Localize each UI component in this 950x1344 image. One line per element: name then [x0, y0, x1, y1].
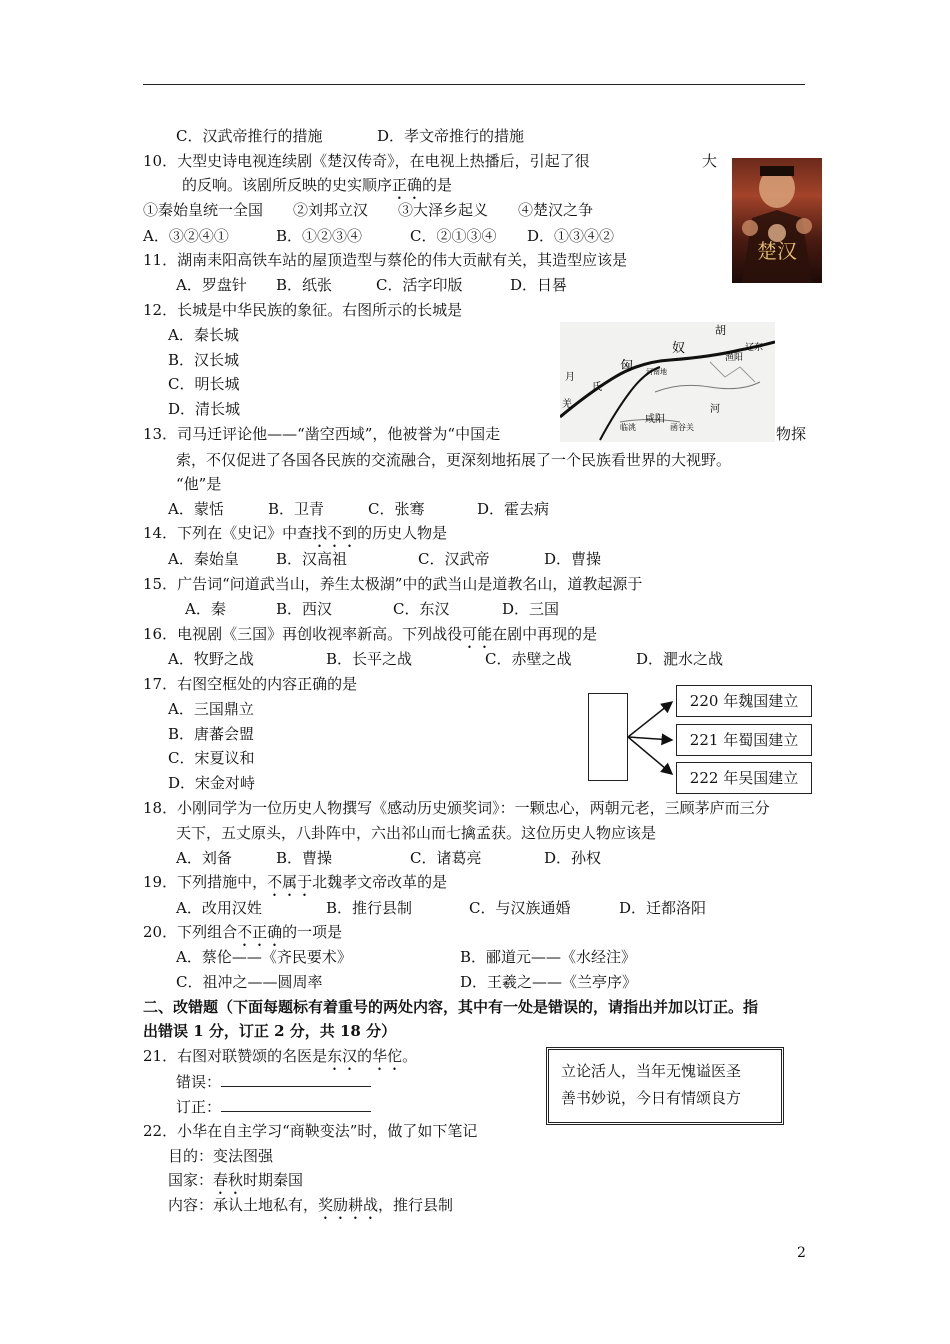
- q18-stem-line1: 18．小刚同学为一位历史人物撰写《感动历史颁奖词》：一颗忠心，两朝元老，三顾茅庐而三分: [143, 799, 770, 817]
- q16-option-c: C．赤壁之战: [485, 650, 572, 668]
- header-rule: [143, 84, 805, 85]
- q21-error-row: 错误：: [176, 1072, 371, 1092]
- svg-text:月: 月: [565, 372, 575, 383]
- section2-heading-line2: 出错误 1 分，订正 2 分，共 18 分）: [143, 1022, 397, 1040]
- svg-text:羌: 羌: [562, 399, 572, 410]
- q19-option-b: B．推行县制: [326, 899, 413, 917]
- q16-emphasis: 可能: [462, 625, 493, 643]
- svg-text:咸阳: 咸阳: [645, 414, 665, 425]
- q10-option-a: A．③②④①: [143, 227, 229, 245]
- svg-text:胡: 胡: [715, 324, 726, 337]
- q10-option-b: B．①②③④: [276, 227, 363, 245]
- svg-text:楚汉: 楚汉: [757, 239, 797, 263]
- q11-option-c: C．活字印版: [376, 276, 463, 294]
- q12-option-a: A．秦长城: [168, 326, 239, 344]
- q21-error-blank[interactable]: [221, 1072, 371, 1087]
- q19-stem: 19．下列措施中，不属于北魏孝文帝改革的是: [143, 873, 448, 891]
- couplet-line-1: 立论活人，当年无愧谥医圣: [561, 1062, 742, 1080]
- q14-option-a: A．秦始皇: [168, 550, 239, 568]
- svg-text:河南地: 河南地: [646, 368, 667, 376]
- svg-text:奴: 奴: [672, 341, 686, 356]
- q14-option-b: B．汉高祖: [276, 550, 348, 568]
- q20-option-b: B．郦道元——《水经注》: [460, 948, 637, 966]
- q15-option-b: B．西汉: [276, 600, 333, 618]
- q21-emphasis-1: 东汉: [327, 1047, 358, 1065]
- q22-emphasis-1: 春秋: [213, 1171, 244, 1189]
- q16-option-d: D．淝水之战: [636, 650, 724, 668]
- q16-option-a: A．牧野之战: [168, 650, 254, 668]
- q18-option-a: A．刘备: [176, 849, 232, 867]
- q17-box-wei: 220 年魏国建立: [676, 685, 812, 717]
- q14-option-c: C．汉武帝: [418, 550, 490, 568]
- q15-option-a: A．秦: [185, 600, 226, 618]
- q19-option-c: C．与汉族通婚: [469, 899, 571, 917]
- q18-option-d: D．孙权: [544, 849, 602, 867]
- q20-option-c: C．祖冲之——圆周率: [176, 973, 323, 991]
- q18-option-c: C．诸葛亮: [410, 849, 482, 867]
- q21-fix-row: 订正：: [176, 1097, 371, 1117]
- q13-option-d: D．霍去病: [477, 500, 550, 518]
- q15-stem: 15．广告词“问道武当山，养生太极湖”中的武当山是道教名山，道教起源于: [143, 575, 643, 593]
- q17-box-wu: 222 年吴国建立: [676, 762, 812, 794]
- q17-option-b: B．唐蕃会盟: [168, 725, 255, 743]
- q22-content: 内容：承认土地私有，奖励耕战，推行县制: [168, 1196, 454, 1214]
- q19-emphasis: 不属于: [267, 873, 313, 891]
- q10-items: ①秦始皇统一全国 ②刘邦立汉 ③大泽乡起义 ④楚汉之争: [143, 201, 594, 219]
- q18-option-b: B．曹操: [276, 849, 333, 867]
- q17-option-c: C．宋夏议和: [168, 749, 255, 767]
- svg-text:临洮: 临洮: [620, 423, 636, 432]
- svg-text:氏: 氏: [592, 382, 602, 393]
- q11-option-a: A．罗盘针: [176, 276, 247, 294]
- q13-stem-line1: 13．司马迁评论他——“凿空西域”，他被誉为“中国走: [143, 425, 501, 443]
- q22-stem: 22．小华在自主学习“商鞅变法”时，做了如下笔记: [143, 1122, 478, 1140]
- q20-emphasis: 不正确: [237, 923, 283, 941]
- great-wall-map: [560, 322, 775, 442]
- svg-text:函谷关: 函谷关: [670, 423, 694, 432]
- q13-option-a: A．蒙恬: [168, 500, 224, 518]
- q17-empty-box: [588, 693, 628, 781]
- tv-drama-poster-image: [732, 158, 822, 283]
- q22-emphasis-2: 奖励耕战: [318, 1196, 379, 1214]
- q12-option-c: C．明长城: [168, 375, 240, 393]
- q22-country: 国家：春秋时期秦国: [168, 1171, 304, 1189]
- q11-option-d: D．日晷: [510, 276, 568, 294]
- q21-couplet-box: [546, 1047, 784, 1125]
- q17-arrows: [626, 690, 678, 785]
- q17-box-shu: 221 年蜀国建立: [676, 724, 812, 756]
- q20-option-a: A．蔡伦——《齐民要术》: [176, 948, 352, 966]
- q15-option-d: D．三国: [502, 600, 560, 618]
- q13-option-c: C．张骞: [368, 500, 425, 518]
- q21-emphasis-2: 华佗: [372, 1047, 403, 1065]
- q16-option-b: B．长平之战: [326, 650, 413, 668]
- svg-text:匈: 匈: [620, 359, 634, 374]
- q19-option-a: A．改用汉姓: [176, 899, 262, 917]
- q10-stem-line1: 10．大型史诗电视连续剧《楚汉传奇》，在电视上热播后，引起了很: [143, 152, 590, 170]
- q17-stem: 17．右图空框处的内容正确的是: [143, 675, 358, 693]
- section2-heading-line1: 二、改错题（下面每题标有着重号的两处内容，其中有一处是错误的，请指出并加以订正。指: [143, 998, 759, 1016]
- q22-goal: 目的：变法图强: [168, 1147, 274, 1165]
- q15-option-c: C．东汉: [393, 600, 450, 618]
- q20-option-d: D．王羲之——《兰亭序》: [460, 973, 638, 991]
- page-number: 2: [797, 1245, 806, 1261]
- q14-emphasis: 找不到: [312, 524, 358, 542]
- q19-option-d: D．迁都洛阳: [619, 899, 707, 917]
- q12-option-b: B．汉长城: [168, 351, 240, 369]
- q14-option-d: D．曹操: [544, 550, 602, 568]
- couplet-line-2: 善书妙说，今日有情颂良方: [561, 1089, 742, 1107]
- q10-option-c: C．②①③④: [410, 227, 497, 245]
- q10-stem-line2: 的反响。该剧所反映的史实顺序正确的是: [182, 176, 453, 194]
- q9-option-d: D．孝文帝推行的措施: [377, 127, 525, 145]
- q9-option-c: C．汉武帝推行的措施: [176, 127, 323, 145]
- q10-option-d: D．①③④②: [527, 227, 615, 245]
- svg-text:渔阳: 渔阳: [725, 353, 744, 363]
- svg-text:辽东: 辽东: [745, 343, 764, 353]
- q14-stem: 14．下列在《史记》中查找不到的历史人物是: [143, 524, 448, 542]
- q10-emphasis: 正确: [392, 176, 423, 194]
- q13-stem-line2: 索，不仅促进了各国各民族的交流融合，更深刻地拓展了一个民族看世界的大视野。: [176, 451, 732, 469]
- q12-stem: 12．长城是中华民族的象征。右图所示的长城是: [143, 301, 463, 319]
- q17-option-d: D．宋金对峙: [168, 774, 256, 792]
- q11-stem: 11．湖南耒阳高铁车站的屋顶造型与蔡伦的伟大贡献有关，其造型应该是: [143, 251, 628, 269]
- q10-stem-line1-tail: 大: [702, 152, 718, 170]
- q12-option-d: D．清长城: [168, 400, 241, 418]
- svg-text:河: 河: [710, 404, 720, 415]
- q16-stem: 16．电视剧《三国》再创收视率新高。下列战役可能在剧中再现的是: [143, 625, 598, 643]
- q18-stem-line2: 天下，五丈原头，八卦阵中，六出祁山而七擒孟获。这位历史人物应该是: [176, 824, 657, 842]
- q21-stem: 21．右图对联赞颂的名医是东汉的华佗。: [143, 1047, 418, 1065]
- q13-option-b: B．卫青: [268, 500, 325, 518]
- q13-stem-line1-tail: 物探: [776, 425, 807, 443]
- q20-stem: 20．下列组合不正确的一项是: [143, 923, 343, 941]
- q13-stem-line3: “他”是: [176, 475, 222, 493]
- q17-option-a: A．三国鼎立: [168, 700, 254, 718]
- q21-fix-blank[interactable]: [221, 1097, 371, 1112]
- q11-option-b: B．纸张: [276, 276, 333, 294]
